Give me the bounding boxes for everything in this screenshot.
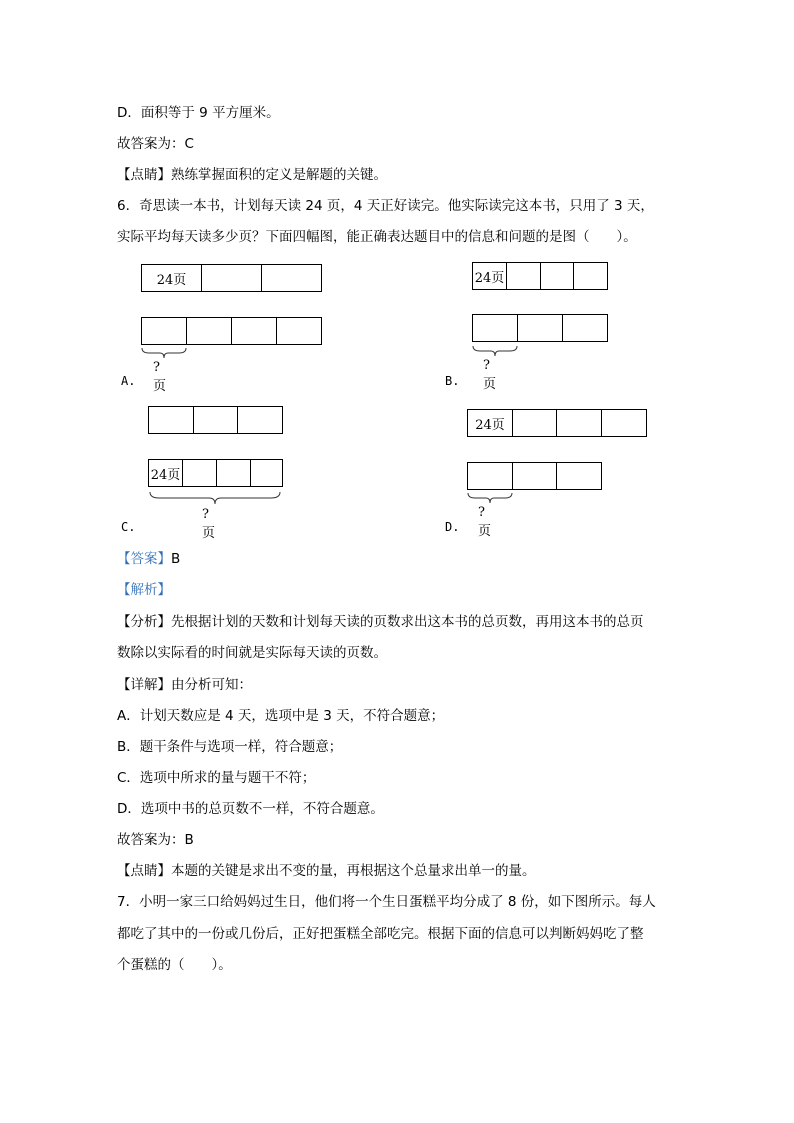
top-bar xyxy=(467,409,647,437)
bar-cell xyxy=(557,410,602,436)
bar-cell xyxy=(563,315,607,341)
fenxi-line-1 xyxy=(117,613,644,631)
bar-cell xyxy=(574,263,607,289)
brace-icon xyxy=(141,347,187,359)
bar-cell xyxy=(238,407,282,433)
bar-cell xyxy=(251,460,282,486)
tip-line xyxy=(117,862,536,880)
prev-answer: 故答案为：C xyxy=(117,136,194,152)
question-7-line-1: 7．小明一家三口给妈妈过生日，他们将一个生日蛋糕平均分成了 8 份，如下图所示。每人 xyxy=(117,894,656,910)
brace-icon xyxy=(472,345,518,357)
brace-icon xyxy=(149,491,282,505)
bar-cell xyxy=(194,407,238,433)
detail-label: 【详解】 xyxy=(117,677,171,693)
detail-c: C．选项中所求的量与题干不符； xyxy=(117,770,316,786)
bar-cell xyxy=(262,265,321,291)
bottom-bar xyxy=(148,459,283,487)
answer-value: B xyxy=(171,551,181,567)
fenxi-label: 【分析】 xyxy=(117,614,171,630)
bar-cell xyxy=(473,315,518,341)
bottom-bar xyxy=(467,462,602,490)
bar-cell xyxy=(149,407,194,433)
answer-label: 【答案】 xyxy=(117,551,171,567)
brace-icon xyxy=(467,492,513,504)
detail-d: D．选项中书的总页数不一样，不符合题意。 xyxy=(117,801,384,817)
question-7-line-3: 个蛋糕的（ ）。 xyxy=(117,957,232,973)
top-bar xyxy=(148,406,283,434)
brace-label: ?页 xyxy=(153,360,167,394)
detail-b: B．题干条件与选项一样，符合题意； xyxy=(117,739,343,755)
analysis-label: 【解析】 xyxy=(117,582,171,598)
bar-cell xyxy=(557,463,601,489)
final-answer: 故答案为：B xyxy=(117,832,194,848)
bar-cell: 24页 xyxy=(473,263,507,289)
brace-label: ?页 xyxy=(478,505,492,539)
brace-label: ?页 xyxy=(483,358,497,392)
bar-cell xyxy=(183,460,217,486)
detail-a: A．计划天数应是 4 天，选项中是 3 天，不符合题意； xyxy=(117,708,445,724)
bar-cell xyxy=(142,318,187,344)
bar-cell xyxy=(507,263,541,289)
option-label: A. xyxy=(121,374,136,388)
bar-cell: 24页 xyxy=(468,410,513,436)
bar-cell xyxy=(202,265,262,291)
bottom-bar xyxy=(472,314,608,342)
question-7-line-2: 都吃了其中的一份或几份后，正好把蛋糕全部吃完。根据下面的信息可以判断妈妈吃了整 xyxy=(117,926,644,942)
detail-line xyxy=(117,676,252,694)
option-label: D. xyxy=(445,520,460,534)
bar-cell: 24页 xyxy=(142,265,202,291)
bar-cell xyxy=(513,410,557,436)
answer-line xyxy=(117,550,180,568)
top-bar xyxy=(472,262,608,290)
tip-text: 熟练掌握面积的定义是解题的关键。 xyxy=(171,167,387,183)
option-label: C. xyxy=(121,520,136,534)
prev-tip xyxy=(117,166,387,184)
tip-label: 【点睛】 xyxy=(117,167,171,183)
bottom-bar xyxy=(141,317,322,345)
bar-cell xyxy=(468,463,513,489)
top-bar xyxy=(141,264,322,292)
tip-text: 本题的关键是求出不变的量，再根据这个总量求出单一的量。 xyxy=(171,863,536,879)
question-6-line-2: 实际平均每天读多少页？下面四幅图，能正确表达题目中的信息和问题的是图（ ）。 xyxy=(117,229,637,245)
bar-cell xyxy=(232,318,277,344)
fenxi-line-2: 数除以实际看的时间就是实际每天读的页数。 xyxy=(117,645,387,661)
tip-label: 【点睛】 xyxy=(117,863,171,879)
question-6-line-1: 6．奇思读一本书，计划每天读 24 页，4 天正好读完。他实际读完这本书，只用了 3 天， xyxy=(117,198,654,214)
bar-cell xyxy=(513,463,557,489)
fenxi-text: 先根据计划的天数和计划每天读的页数求出这本书的总页数，再用这本书的总页 xyxy=(171,614,644,630)
bar-cell xyxy=(602,410,646,436)
bar-cell xyxy=(217,460,251,486)
brace-label: ?页 xyxy=(202,507,216,541)
option-label: B. xyxy=(445,374,460,388)
detail-text: 由分析可知： xyxy=(171,677,252,693)
bar-cell xyxy=(277,318,321,344)
prev-option-d: D．面积等于 9 平方厘米。 xyxy=(117,105,280,121)
bar-cell xyxy=(518,315,563,341)
bar-cell: 24页 xyxy=(149,460,183,486)
bar-cell xyxy=(187,318,232,344)
bar-cell xyxy=(541,263,574,289)
